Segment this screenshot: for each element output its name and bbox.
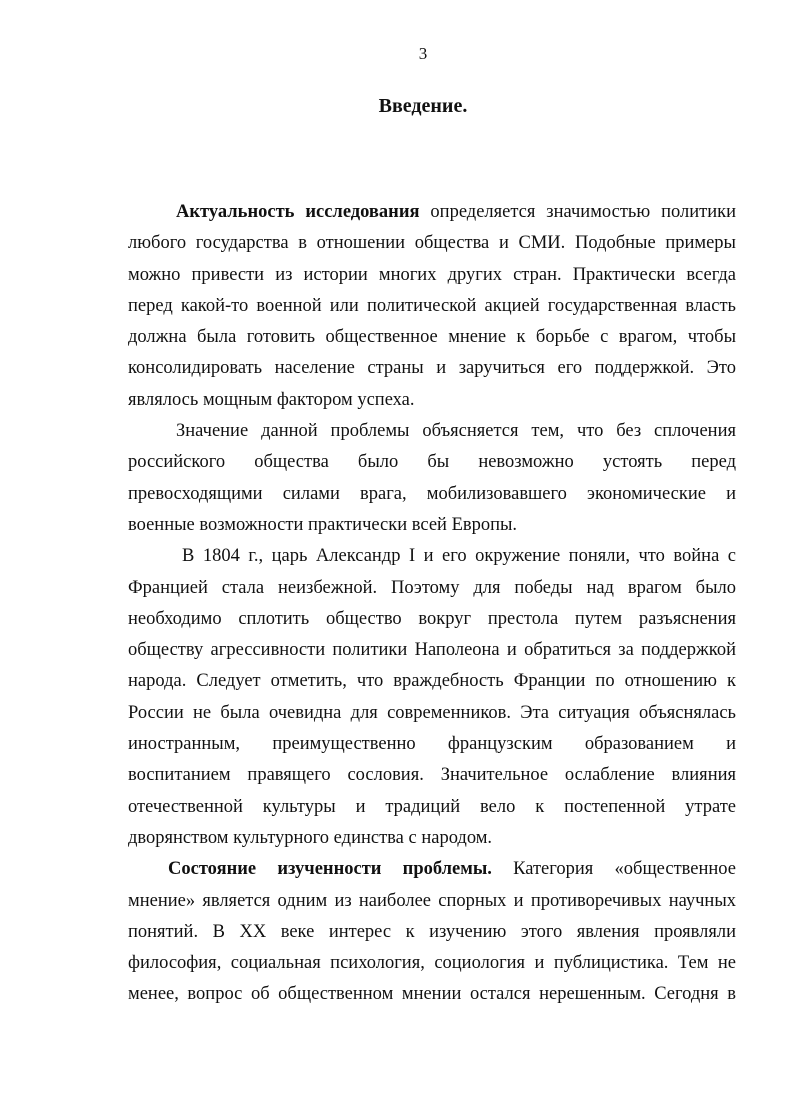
paragraph-relevance: [128, 197, 736, 416]
paragraph-line: дворянством культурного единства с народом.: [128, 827, 493, 848]
paragraph-line: перед какой-то военной или политической акцией государственная власть: [128, 295, 736, 316]
paragraph-line: менее, вопрос об общественном мнении остался нерешенным. Сегодня в: [128, 984, 736, 1005]
paragraph-line: воспитанием правящего сословия. Значительное ослабление влияния: [128, 765, 736, 786]
paragraph-line: любого государства в отношении общества и СМИ. Подобные примеры: [128, 233, 736, 254]
paragraph-state-of-research: [128, 854, 736, 1010]
line-text: определяется значимостью политики: [419, 202, 736, 222]
paragraph-line: Значение данной проблемы объясняется тем, что без сплочения: [176, 421, 736, 442]
paragraph-line: В 1804 г., царь Александр I и его окружение поняли, что война с: [182, 546, 736, 567]
paragraph-line: консолидировать население страны и заручиться его поддержкой. Это: [128, 358, 736, 379]
paragraph-line: должна была готовить общественное мнение к борьбе с врагом, чтобы: [128, 327, 736, 348]
paragraph-line: отечественной культуры и традиций вело к постепенной утрате: [128, 796, 736, 817]
paragraph-line: [128, 854, 736, 885]
paragraph-line: [128, 197, 736, 228]
paragraph-history: [128, 541, 736, 854]
paragraph-line: необходимо сплотить общество вокруг престола путем разъяснения: [128, 608, 736, 629]
paragraph-line: Францией стала неизбежной. Поэтому для победы над врагом было: [128, 577, 736, 598]
page-title: Введение.: [378, 95, 468, 117]
paragraph-line: обществу агрессивности политики Наполеона и обратиться за поддержкой: [128, 640, 736, 661]
paragraph-line: иностранным, преимущественно французским образованием и: [128, 734, 736, 755]
paragraph-line: мнение» является одним из наиболее спорных и противоречивых научных: [128, 890, 736, 911]
paragraph-line: превосходящими силами врага, мобилизовавшего экономические и: [128, 483, 736, 504]
paragraph-line: военные возможности практически всей Европы.: [128, 514, 518, 535]
section-heading-inline: Состояние изученности проблемы.: [168, 859, 492, 880]
page-number: 3: [418, 44, 428, 63]
paragraph-line: российского общества было бы невозможно устоять перед: [128, 452, 736, 473]
paragraph-line: являлось мощным фактором успеха.: [128, 389, 415, 410]
paragraph-line: можно привести из истории многих других стран. Практически всегда: [128, 264, 736, 285]
paragraph-line: России не была очевидна для современников. Эта ситуация объяснялась: [128, 702, 736, 723]
section-heading-inline: Актуальность исследования: [176, 202, 420, 222]
paragraph-line: философия, социальная психология, социология и публицистика. Тем не: [128, 953, 736, 974]
paragraph-line: народа. Следует отметить, что враждебность Франции по отношению к: [128, 671, 736, 692]
paragraph-significance: [128, 416, 736, 541]
line-text: Категория «общественное: [491, 859, 736, 880]
document-body: [128, 197, 736, 1011]
paragraph-line: понятий. В XX веке интерес к изучению этого явления проявляли: [128, 921, 736, 942]
